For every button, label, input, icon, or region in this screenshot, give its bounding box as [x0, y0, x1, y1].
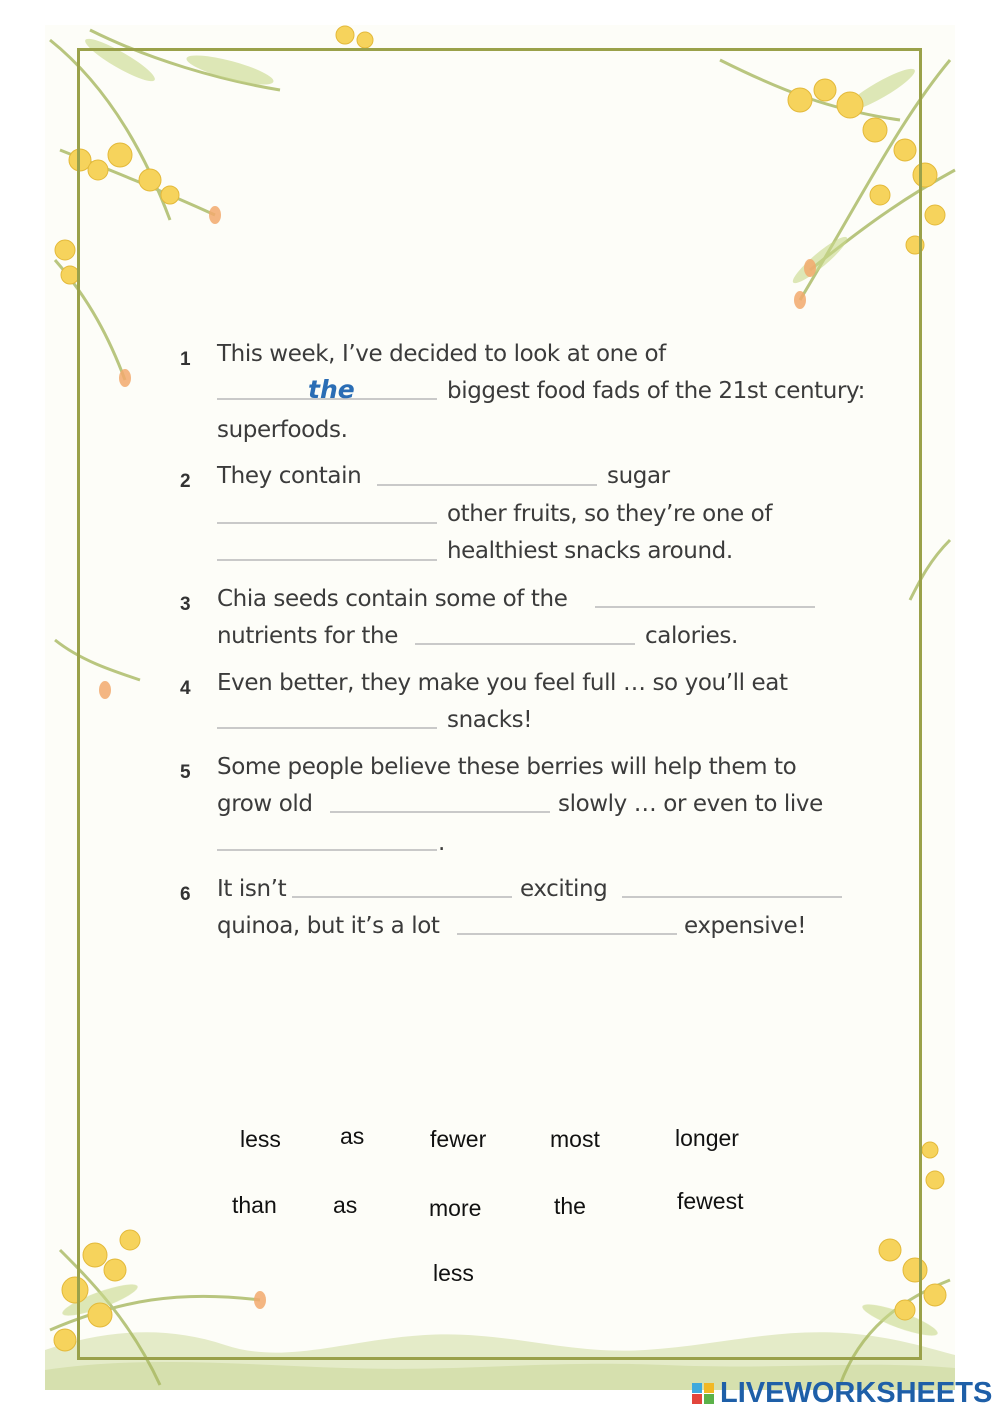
- answer-blank[interactable]: [217, 559, 437, 561]
- answer-blank[interactable]: [330, 811, 550, 813]
- question-number: 1: [180, 349, 191, 370]
- question-text: expensive!: [684, 913, 807, 939]
- question-text: snacks!: [447, 707, 533, 733]
- question-text: healthiest snacks around.: [447, 538, 733, 564]
- question-number: 4: [180, 678, 191, 699]
- word-bank-item[interactable]: as: [333, 1192, 358, 1218]
- word-bank-item[interactable]: most: [550, 1126, 600, 1152]
- question-text: slowly … or even to live: [558, 791, 823, 817]
- question-text: Chia seeds contain some of the: [217, 586, 568, 612]
- answer-blank[interactable]: [415, 643, 635, 645]
- question-text: This week, I’ve decided to look at one of: [217, 341, 666, 367]
- question-text: nutrients for the: [217, 623, 398, 649]
- question-text: other fruits, so they’re one of: [447, 501, 773, 527]
- word-bank-item[interactable]: fewer: [430, 1126, 487, 1152]
- answer-blank[interactable]: [217, 849, 437, 851]
- filled-answer: the: [308, 375, 355, 404]
- answer-blank[interactable]: [217, 522, 437, 524]
- word-bank-item[interactable]: longer: [675, 1125, 739, 1151]
- word-bank-item[interactable]: the: [554, 1193, 586, 1219]
- question-number: 6: [180, 884, 191, 905]
- question-text: .: [438, 830, 445, 856]
- answer-blank[interactable]: [622, 896, 842, 898]
- question-text: calories.: [645, 623, 738, 649]
- brand-name: LIVEWORKSHEETS: [720, 1376, 993, 1409]
- word-bank-item[interactable]: more: [429, 1195, 482, 1221]
- question-text: superfoods.: [217, 417, 348, 443]
- question-number: 5: [180, 762, 191, 783]
- question-number: 3: [180, 594, 191, 615]
- question-text: exciting: [520, 876, 608, 902]
- word-bank-item[interactable]: less: [240, 1126, 281, 1152]
- answer-blank[interactable]: [377, 484, 597, 486]
- answer-blank[interactable]: [217, 727, 437, 729]
- answer-blank[interactable]: [292, 896, 512, 898]
- logo-icon: [692, 1381, 716, 1405]
- liveworksheets-logo[interactable]: [692, 1377, 992, 1409]
- question-number: 2: [180, 471, 191, 492]
- question-text: It isn’t: [217, 876, 287, 902]
- question-text: sugar: [607, 463, 670, 489]
- question-text: They contain: [217, 463, 362, 489]
- question-text: quinoa, but it’s a lot: [217, 913, 440, 939]
- question-text: biggest food fads of the 21st century:: [447, 378, 865, 404]
- word-bank-item[interactable]: than: [232, 1192, 277, 1218]
- answer-blank[interactable]: [595, 606, 815, 608]
- question-text: Even better, they make you feel full … so you’ll eat: [217, 670, 788, 696]
- answer-blank[interactable]: [457, 933, 677, 935]
- word-bank-item[interactable]: fewest: [677, 1188, 744, 1214]
- word-bank-item[interactable]: as: [340, 1123, 365, 1149]
- question-text: grow old: [217, 791, 313, 817]
- question-text: Some people believe these berries will help them to: [217, 754, 797, 780]
- word-bank-item[interactable]: less: [433, 1260, 474, 1286]
